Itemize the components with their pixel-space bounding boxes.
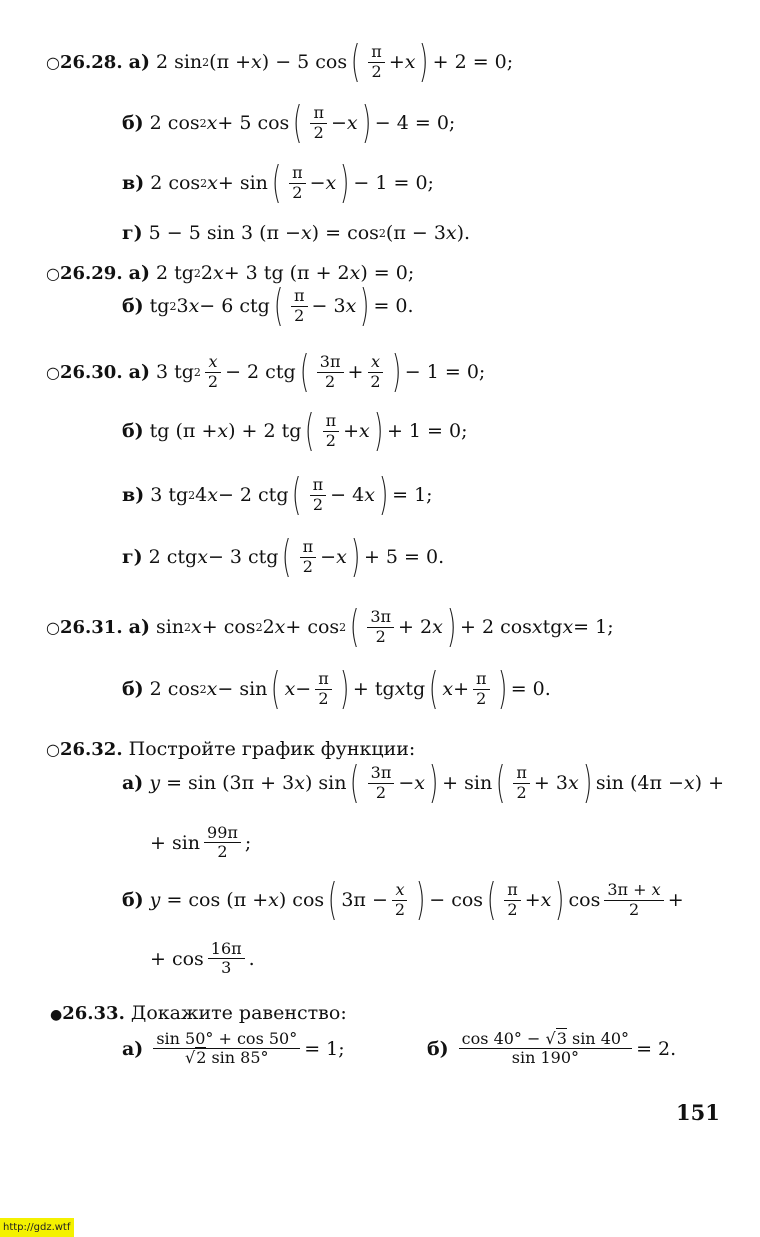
problem-26-29-b: б) tg 2 3 x − 6 ctg ( $\frac{\pi}{2}$ − 3 x ) = 0.: [122, 280, 414, 331]
item-label: б): [122, 889, 144, 911]
problem-26-28-g: г) 5 − 5 sin 3 (π − x ) = cos 2 (π − 3 x ).: [122, 222, 471, 244]
problem-number: ○26.31.: [46, 616, 123, 638]
problem-title: Постройте график функции:: [128, 738, 416, 760]
problem-26-32-title: [46, 738, 415, 760]
item-label: б): [427, 1037, 449, 1060]
problem-number: ○26.28.: [46, 51, 123, 73]
problem-26-32-b: б) y = cos (π + x ) cos ( 3π − $\frac{x}{2}$ ) − cos ( $\frac{\pi}{2}$ + x ) cos $\frac{3\pi + x}{2}$ +: [122, 874, 684, 925]
item-label: а): [128, 51, 150, 73]
problem-number: ○26.30.: [46, 361, 123, 383]
item-label: а): [128, 616, 150, 638]
problem-26-33-title: [50, 1002, 347, 1024]
page-number: 151: [676, 1100, 720, 1125]
item-label: в): [122, 484, 145, 506]
problem-26-32-a: а) y = sin (3π + 3 x ) sin ( $\frac{3\pi}{2}$ − x ) + sin ( $\frac{\pi}{2}$ + 3 x ) sin (4π − x ) +: [122, 757, 724, 808]
item-label: б): [122, 295, 144, 317]
problem-number: ○26.29.: [46, 262, 123, 284]
problem-number: ●26.33.: [50, 1002, 125, 1024]
item-label: б): [122, 678, 144, 700]
problem-26-31-b: б) 2 cos 2 x − sin ( x − $\frac{\pi}{2}$ ) + tg x tg ( x + $\frac{\pi}{2}$ ) = 0.: [122, 663, 551, 714]
item-label: а): [122, 772, 144, 794]
problem-26-30-a: ○26.30. а) 3 tg 2 $\frac{x}{2}$ − 2 ctg ( $\frac{3\pi}{2}$ + $\frac{x}{2}$ ) − 1 = 0;: [46, 346, 486, 397]
problem-26-28-a: ○26.28. а) 2 sin 2 (π + x ) − 5 cos ( $\frac{\pi}{2}$ + x ) + 2 = 0;: [46, 36, 514, 87]
item-label: а): [128, 361, 150, 383]
item-label: а): [122, 1037, 144, 1060]
item-label: г): [122, 222, 143, 244]
item-label: г): [122, 546, 143, 568]
problem-26-30-v: в) 3 tg 2 4 x − 2 ctg ( $\frac{\pi}{2}$ − 4 x ) = 1;: [122, 469, 433, 520]
item-label: б): [122, 112, 144, 134]
item-label: в): [122, 172, 145, 194]
problem-26-29-a: ○26.29. а) 2 tg 2 2 x + 3 tg (π + 2 x ) = 0;: [46, 262, 415, 284]
problem-26-28-v: в) 2 cos 2 x + sin ( $\frac{\pi}{2}$ − x ) − 1 = 0;: [122, 157, 434, 208]
item-label: б): [122, 420, 144, 442]
watermark-link[interactable]: http://gdz.wtf: [0, 1218, 74, 1237]
problem-26-33-b: б) $\frac{\cos 40^\circ - √3 \sin 40^\circ}{\sin 190^\circ}$ = 2.: [427, 1029, 677, 1068]
problem-26-30-g: г) 2 ctg x − 3 ctg ( $\frac{\pi}{2}$ − x ) + 5 = 0.: [122, 531, 445, 582]
item-label: а): [128, 262, 150, 284]
problem-number: ○26.32.: [46, 738, 123, 760]
problem-26-32-a-cont: + sin $\frac{99\pi}{2}$ ;: [150, 823, 252, 862]
problem-title: Докажите равенство:: [130, 1002, 347, 1024]
problem-26-28-b: б) 2 cos 2 x + 5 cos ( $\frac{\pi}{2}$ − x ) − 4 = 0;: [122, 97, 456, 148]
problem-26-33-a: а) $\frac{\sin 50^\circ + \cos 50^\circ}{√2 \sin 85^\circ}$ = 1;: [122, 1029, 345, 1068]
problem-26-32-b-cont: + cos $\frac{16\pi}{3}$ .: [150, 939, 255, 978]
problem-26-31-a: ○26.31. а) sin 2 x + cos 2 2 x + cos 2 ( $\frac{3\pi}{2}$ + 2 x ) + 2 cos x tg x = 1;: [46, 601, 614, 652]
problem-26-30-b: б) tg (π + x ) + 2 tg ( $\frac{\pi}{2}$ + x ) + 1 = 0;: [122, 405, 468, 456]
